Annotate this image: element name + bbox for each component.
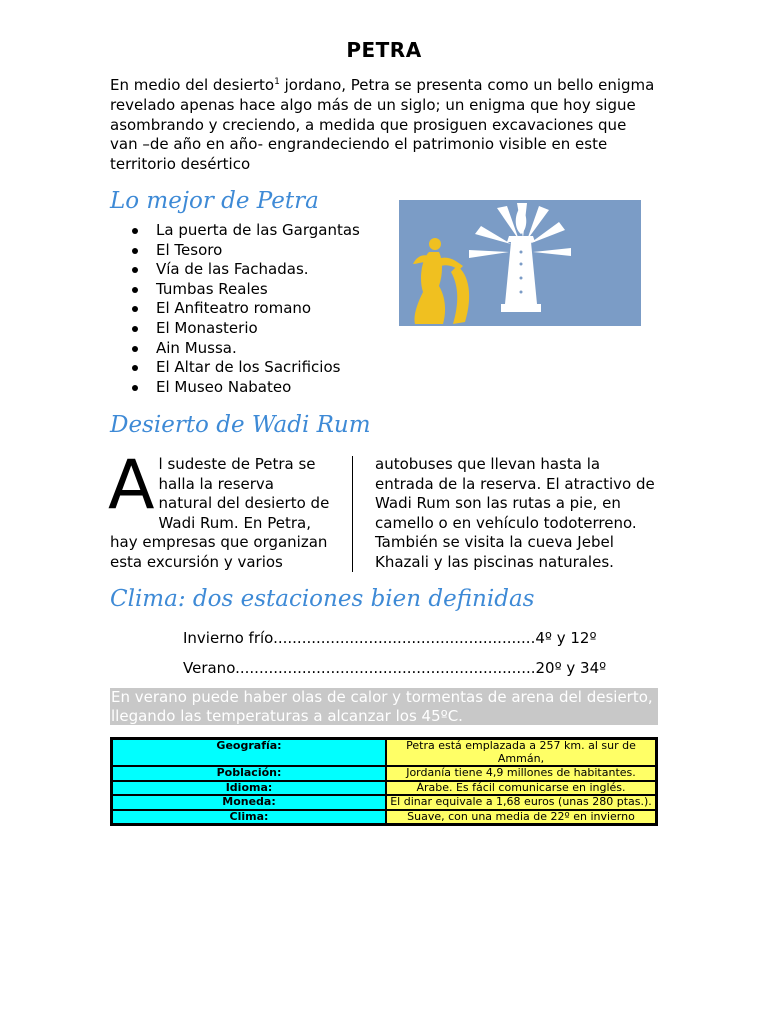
table-key: Geografía: (112, 739, 386, 766)
table-row (112, 810, 656, 825)
wadi-text-left: l sudeste de Petra se halla la reserva natural del desierto de Wadi Rum. En Petra, hay empresas que organizan esta excursión y varios (110, 455, 330, 571)
table-key: Idioma: (112, 781, 386, 796)
list-item: El Museo Nabateo (128, 378, 360, 398)
table-key: Población: (112, 766, 386, 781)
table-value: Árabe. Es fácil comunicarse en inglés. (386, 781, 656, 796)
highlights-list (128, 221, 360, 397)
heading-wadi-rum: Desierto de Wadi Rum (110, 412, 371, 438)
clima-verano: Verano...............................................................20º y 34º (183, 659, 607, 677)
table-row (112, 739, 656, 766)
list-item: El Altar de los Sacrificios (128, 358, 360, 378)
list-item: El Monasterio (128, 319, 360, 339)
list-item: El Anfiteatro romano (128, 299, 360, 319)
heading-lo-mejor: Lo mejor de Petra (110, 188, 319, 214)
page-title: PETRA (346, 38, 422, 62)
table-value: Jordanía tiene 4,9 millones de habitantes. (386, 766, 656, 781)
clima-invierno: Invierno frío.......................................................4º y 12º (183, 629, 597, 647)
lighthouse-logo-image (399, 200, 641, 346)
wadi-column-left (108, 446, 332, 573)
list-item: La puerta de las Gargantas (128, 221, 360, 241)
wadi-column-right: autobuses que llevan hasta la entrada de la reserva. El atractivo de Wadi Rum son las rutas a pie, en camello o en vehículo todoterreno. También se visita la cueva Jebel Khazali y las piscinas naturales. (375, 455, 655, 571)
table-value: Suave, con una media de 22º en invierno (386, 810, 656, 825)
clima-note: En verano puede haber olas de calor y tormentas de arena del desierto, llegando las temperaturas a alcanzar los 45ºC. (110, 688, 658, 725)
column-divider (352, 456, 353, 572)
table-row (112, 781, 656, 796)
table-key: Moneda: (112, 795, 386, 810)
intro-text-b: jordano, Petra se presenta como un bello enigma revelado apenas hace algo más de un siglo; un enigma que hoy sigue asombrando y creciendo, a medida que prosiguen excavaciones que van –de año en año- engrandeciendo el patrimonio visible en este territorio desértico (110, 76, 655, 174)
list-item: Tumbas Reales (128, 280, 360, 300)
info-table (110, 737, 658, 826)
table-key: Clima: (112, 810, 386, 825)
intro-paragraph (110, 76, 658, 175)
list-item: Ain Mussa. (128, 339, 360, 359)
table-row (112, 795, 656, 810)
list-item: El Tesoro (128, 241, 360, 261)
intro-text-a: En medio del desierto (110, 76, 275, 94)
table-value: Petra está emplazada a 257 km. al sur de Ammán, (386, 739, 656, 766)
table-value: El dinar equivale a 1,68 euros (unas 280 ptas.). (386, 795, 656, 810)
drop-cap: A (108, 446, 155, 525)
list-item: Vía de las Fachadas. (128, 260, 360, 280)
footnote-ref[interactable]: 1 (274, 77, 280, 87)
table-row (112, 766, 656, 781)
heading-clima: Clima: dos estaciones bien definidas (110, 586, 535, 612)
